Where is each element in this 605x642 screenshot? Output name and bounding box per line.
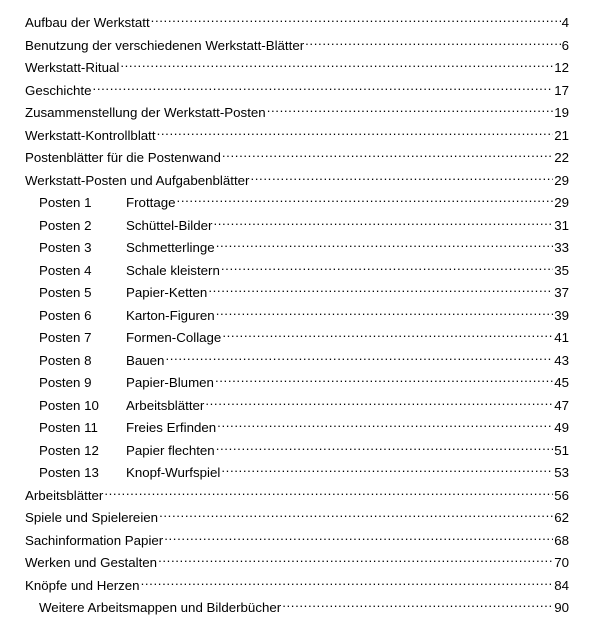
dot-leader — [165, 347, 553, 365]
posten-entry — [39, 324, 569, 345]
posten-title: Arbeitsblätter — [126, 398, 205, 413]
posten-number: Posten 8 — [39, 353, 92, 368]
posten-title: Schale kleistern — [126, 263, 220, 278]
dot-leader — [213, 212, 553, 230]
dot-leader — [205, 392, 553, 410]
toc-entry-title: Aufbau der Werkstatt — [25, 15, 150, 30]
dot-leader — [282, 594, 553, 612]
dot-leader — [157, 122, 554, 140]
dot-leader — [216, 234, 554, 252]
toc-entry-page: 21 — [554, 128, 569, 143]
dot-leader — [217, 414, 553, 432]
toc-entry-title: Spiele und Spielereien — [25, 510, 159, 525]
toc-entry-page: 84 — [554, 578, 569, 593]
posten-entry — [39, 392, 569, 413]
toc-entry — [25, 99, 569, 120]
posten-entry — [39, 414, 569, 435]
posten-page: 29 — [554, 195, 569, 210]
posten-entry — [39, 279, 569, 300]
posten-title: Papier flechten — [126, 443, 215, 458]
posten-page: 47 — [554, 398, 569, 413]
toc-entry-page: 6 — [561, 38, 569, 53]
posten-number: Posten 7 — [39, 330, 92, 345]
toc-entry-page: 17 — [554, 83, 569, 98]
toc-entry-page: 56 — [554, 488, 569, 503]
toc-entry-title: Sachinformation Papier — [25, 533, 164, 548]
toc-entry-page: 12 — [554, 60, 569, 75]
posten-page: 45 — [554, 375, 569, 390]
dot-leader — [221, 459, 553, 477]
dot-leader — [177, 189, 554, 207]
toc-entry-title: Weitere Arbeitsmappen und Bilderbücher — [39, 600, 282, 615]
toc-entry — [25, 144, 569, 165]
posten-number: Posten 9 — [39, 375, 92, 390]
toc-entry-title: Arbeitsblätter — [25, 488, 104, 503]
toc-entry — [25, 504, 569, 525]
posten-title: Formen-Collage — [126, 330, 222, 345]
dot-leader — [216, 437, 554, 455]
toc-entry-title: Benutzung der verschiedenen Werkstatt-Blätter — [25, 38, 305, 53]
posten-entry — [39, 212, 569, 233]
dot-leader — [164, 527, 553, 545]
posten-title: Bauen — [126, 353, 165, 368]
posten-number: Posten 5 — [39, 285, 92, 300]
posten-title: Freies Erfinden — [126, 420, 217, 435]
toc-entry-page: 4 — [561, 15, 569, 30]
posten-page: 43 — [554, 353, 569, 368]
toc-entry-title: Werkstatt-Posten und Aufgabenblätter — [25, 173, 250, 188]
posten-title: Schmetterlinge — [126, 240, 215, 255]
toc-entry — [25, 527, 569, 548]
toc-entry-page: 22 — [554, 150, 569, 165]
toc-entry — [25, 32, 569, 53]
dot-leader — [151, 9, 561, 27]
posten-page: 35 — [554, 263, 569, 278]
toc-entry-page: 62 — [554, 510, 569, 525]
posten-page: 37 — [554, 285, 569, 300]
toc-entry-appendix — [39, 594, 569, 615]
posten-entry — [39, 369, 569, 390]
dot-leader — [216, 302, 554, 320]
toc-entry — [25, 54, 569, 75]
dot-leader — [267, 99, 554, 117]
dot-leader — [305, 32, 560, 50]
posten-number: Posten 13 — [39, 465, 99, 480]
posten-entry — [39, 437, 569, 458]
toc-entry — [25, 549, 569, 570]
toc-entry-title: Knöpfe und Herzen — [25, 578, 140, 593]
toc-entry-title: Werkstatt-Kontrollblatt — [25, 128, 156, 143]
toc-entry — [25, 9, 569, 30]
toc-entry-page: 68 — [554, 533, 569, 548]
posten-page: 49 — [554, 420, 569, 435]
toc-entry — [25, 167, 569, 188]
toc-entry-title: Werkstatt-Ritual — [25, 60, 120, 75]
posten-entry — [39, 302, 569, 323]
posten-number: Posten 12 — [39, 443, 99, 458]
toc-entry-page: 29 — [554, 173, 569, 188]
dot-leader — [158, 549, 553, 567]
posten-page: 39 — [554, 308, 569, 323]
posten-page: 31 — [554, 218, 569, 233]
posten-title: Schüttel-Bilder — [126, 218, 213, 233]
toc-entry-page: 70 — [554, 555, 569, 570]
dot-leader — [104, 482, 553, 500]
dot-leader — [120, 54, 553, 72]
posten-number: Posten 3 — [39, 240, 92, 255]
posten-title: Karton-Figuren — [126, 308, 215, 323]
posten-entry — [39, 189, 569, 210]
dot-leader — [222, 324, 553, 342]
posten-number: Posten 10 — [39, 398, 99, 413]
posten-title: Frottage — [126, 195, 176, 210]
posten-number: Posten 11 — [39, 420, 98, 435]
posten-page: 41 — [554, 330, 569, 345]
toc-entry — [25, 572, 569, 593]
dot-leader — [215, 369, 553, 387]
posten-entry — [39, 234, 569, 255]
toc-entry-title: Werken und Gestalten — [25, 555, 158, 570]
dot-leader — [159, 504, 553, 522]
posten-entry — [39, 257, 569, 278]
toc-entry — [25, 482, 569, 503]
posten-title: Papier-Blumen — [126, 375, 214, 390]
toc-entry-title: Zusammenstellung der Werkstatt-Posten — [25, 105, 266, 120]
dot-leader — [221, 257, 553, 275]
toc-entry — [25, 122, 569, 143]
dot-leader — [222, 144, 553, 162]
dot-leader — [93, 77, 554, 95]
posten-page: 51 — [554, 443, 569, 458]
posten-entry — [39, 347, 569, 368]
posten-number: Posten 2 — [39, 218, 92, 233]
toc-entry — [25, 77, 569, 98]
toc-entry-title: Postenblätter für die Postenwand — [25, 150, 221, 165]
posten-page: 53 — [554, 465, 569, 480]
posten-entry — [39, 459, 569, 480]
posten-number: Posten 4 — [39, 263, 92, 278]
posten-title: Papier-Ketten — [126, 285, 208, 300]
posten-page: 33 — [554, 240, 569, 255]
posten-number: Posten 6 — [39, 308, 92, 323]
posten-title: Knopf-Wurfspiel — [126, 465, 221, 480]
dot-leader — [141, 572, 554, 590]
toc-entry-title: Geschichte — [25, 83, 92, 98]
dot-leader — [250, 167, 553, 185]
toc-entry-page: 19 — [554, 105, 569, 120]
dot-leader — [208, 279, 553, 297]
toc-entry-page: 90 — [554, 600, 569, 615]
posten-number: Posten 1 — [39, 195, 92, 210]
